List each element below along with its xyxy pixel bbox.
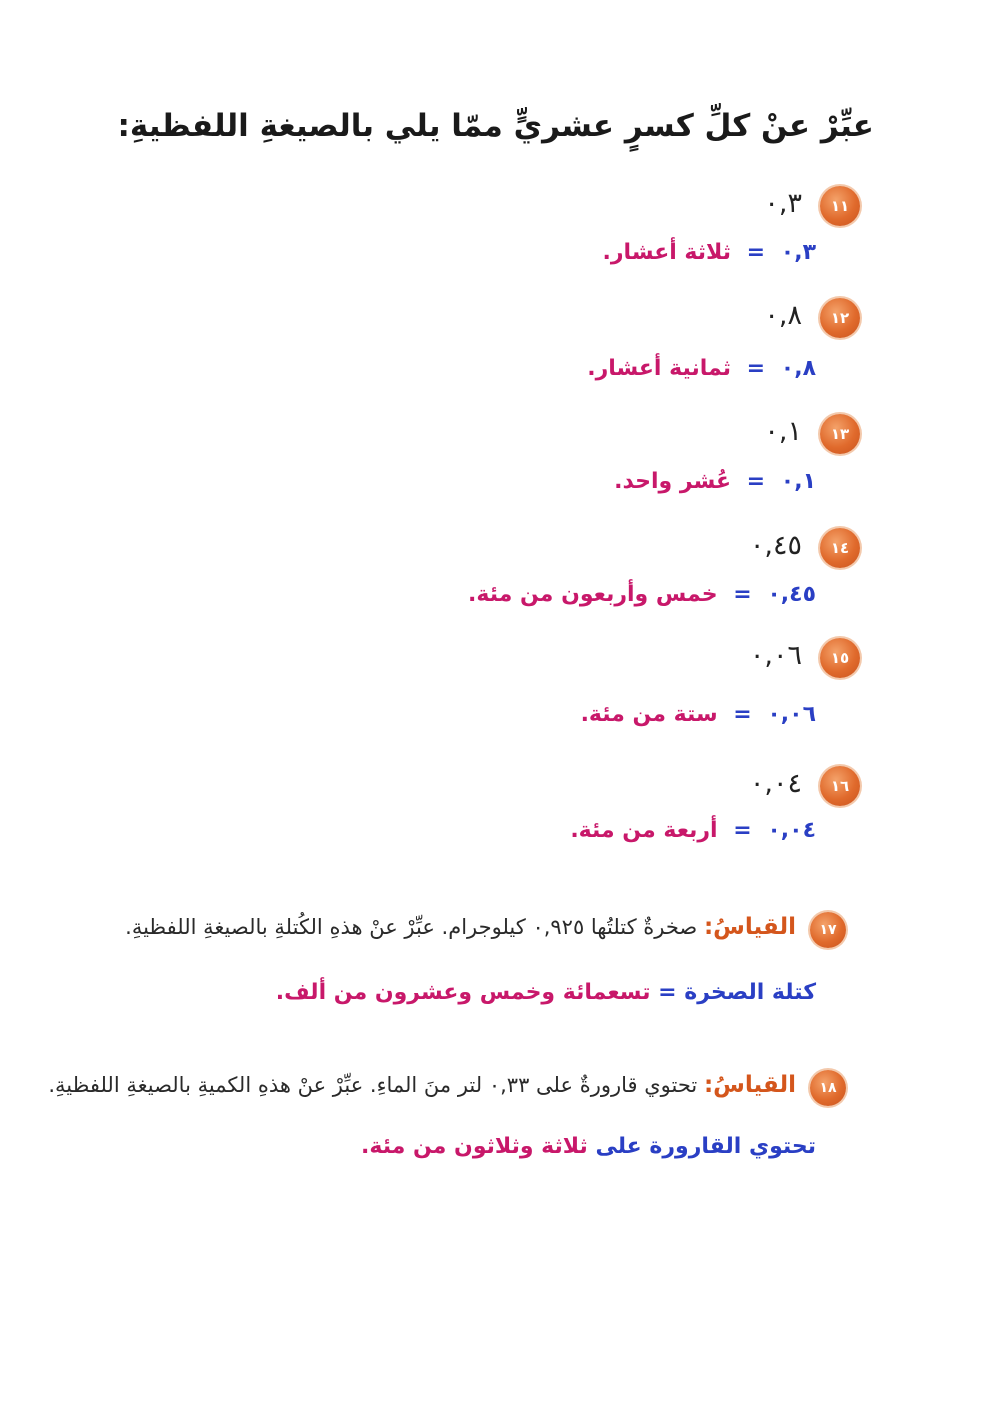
- answer-words: خمس وأربعون من مئة.: [468, 582, 718, 607]
- answer-subject: تحتوي القارورة: [649, 1134, 816, 1159]
- exercise-12: [240, 298, 860, 338]
- word-problem-text: [125, 914, 796, 940]
- exercise-problem: ٠,٤٥: [749, 530, 802, 561]
- exercise-answer-12: [176, 356, 816, 381]
- exercise-number-badge: ١٣: [820, 414, 860, 454]
- answer-connector: =: [658, 980, 677, 1005]
- word-problem-body: صخرةٌ كتلتُها ٠,٩٢٥ كيلوجرام. عبِّرْ عنْ هذهِ الكُتلةِ بالصيغةِ اللفظيةِ.: [125, 915, 698, 939]
- exercise-problem: ٠,٨: [764, 300, 802, 331]
- word-problem-label: القياسُ:: [703, 914, 796, 940]
- exercise-14: [240, 528, 860, 568]
- answer-number: ٠,٠٦: [767, 702, 816, 727]
- word-problem-label: القياسُ:: [703, 1072, 796, 1098]
- exercise-answer-16: [176, 818, 816, 843]
- answer-number: ٠,٨: [780, 356, 816, 381]
- word-problem-17: [46, 912, 846, 952]
- exercise-number-badge: ١٢: [820, 298, 860, 338]
- exercise-problem: ٠,٠٦: [749, 640, 802, 671]
- exercise-problem: ٠,٣: [764, 188, 802, 219]
- exercise-answer-11: [176, 240, 816, 265]
- exercise-problem: ٠,٠٤: [749, 768, 802, 799]
- exercise-number-badge: ١٧: [810, 912, 846, 948]
- exercise-answer-15: [176, 702, 816, 727]
- equals-sign: =: [746, 469, 766, 494]
- answer-words: ثلاثة أعشار.: [602, 240, 731, 265]
- answer-subject: كتلة الصخرة: [684, 980, 816, 1005]
- word-problem-18: [46, 1070, 846, 1110]
- word-problem-text: [48, 1072, 796, 1098]
- exercise-13: [240, 414, 860, 454]
- equals-sign: =: [746, 356, 766, 381]
- instruction-heading: عبِّرْ عنْ كلِّ كسرٍ عشريٍّ ممّا يلي بالصيغةِ اللفظيةِ:: [117, 108, 874, 144]
- exercise-11: [240, 186, 860, 226]
- equals-sign: =: [733, 582, 752, 607]
- answer-words: ستة من مئة.: [580, 702, 718, 727]
- exercise-answer-14: [176, 582, 816, 607]
- exercise-problem: ٠,١: [764, 416, 802, 447]
- word-problem-answer-17: [176, 980, 816, 1005]
- answer-number: ٠,٣: [780, 240, 816, 265]
- exercise-15: [240, 638, 860, 678]
- answer-words: تسعمائة وخمس وعشرون من ألف.: [275, 980, 651, 1005]
- equals-sign: =: [733, 818, 752, 843]
- answer-number: ٠,٤٥: [767, 582, 816, 607]
- answer-connector: على: [595, 1134, 642, 1159]
- exercise-answer-13: [176, 469, 816, 494]
- answer-number: ٠,٠٤: [767, 818, 816, 843]
- answer-words: أربعة من مئة.: [570, 818, 718, 843]
- answer-number: ٠,١: [780, 469, 816, 494]
- equals-sign: =: [746, 240, 766, 265]
- equals-sign: =: [733, 702, 752, 727]
- exercise-16: [240, 766, 860, 806]
- exercise-number-badge: ١١: [820, 186, 860, 226]
- word-problem-body: تحتوي قارورةٌ على ٠,٣٣ لتر منَ الماءِ. عبِّرْ عنْ هذهِ الكميةِ بالصيغةِ اللفظيةِ.: [48, 1073, 698, 1097]
- exercise-number-badge: ١٨: [810, 1070, 846, 1106]
- word-problem-answer-18: [176, 1134, 816, 1159]
- exercise-number-badge: ١٤: [820, 528, 860, 568]
- exercise-number-badge: ١٦: [820, 766, 860, 806]
- answer-words: عُشر واحد.: [614, 469, 731, 494]
- answer-words: ثمانية أعشار.: [587, 356, 731, 381]
- exercise-number-badge: ١٥: [820, 638, 860, 678]
- answer-words: ثلاثة وثلاثون من مئة.: [361, 1134, 588, 1159]
